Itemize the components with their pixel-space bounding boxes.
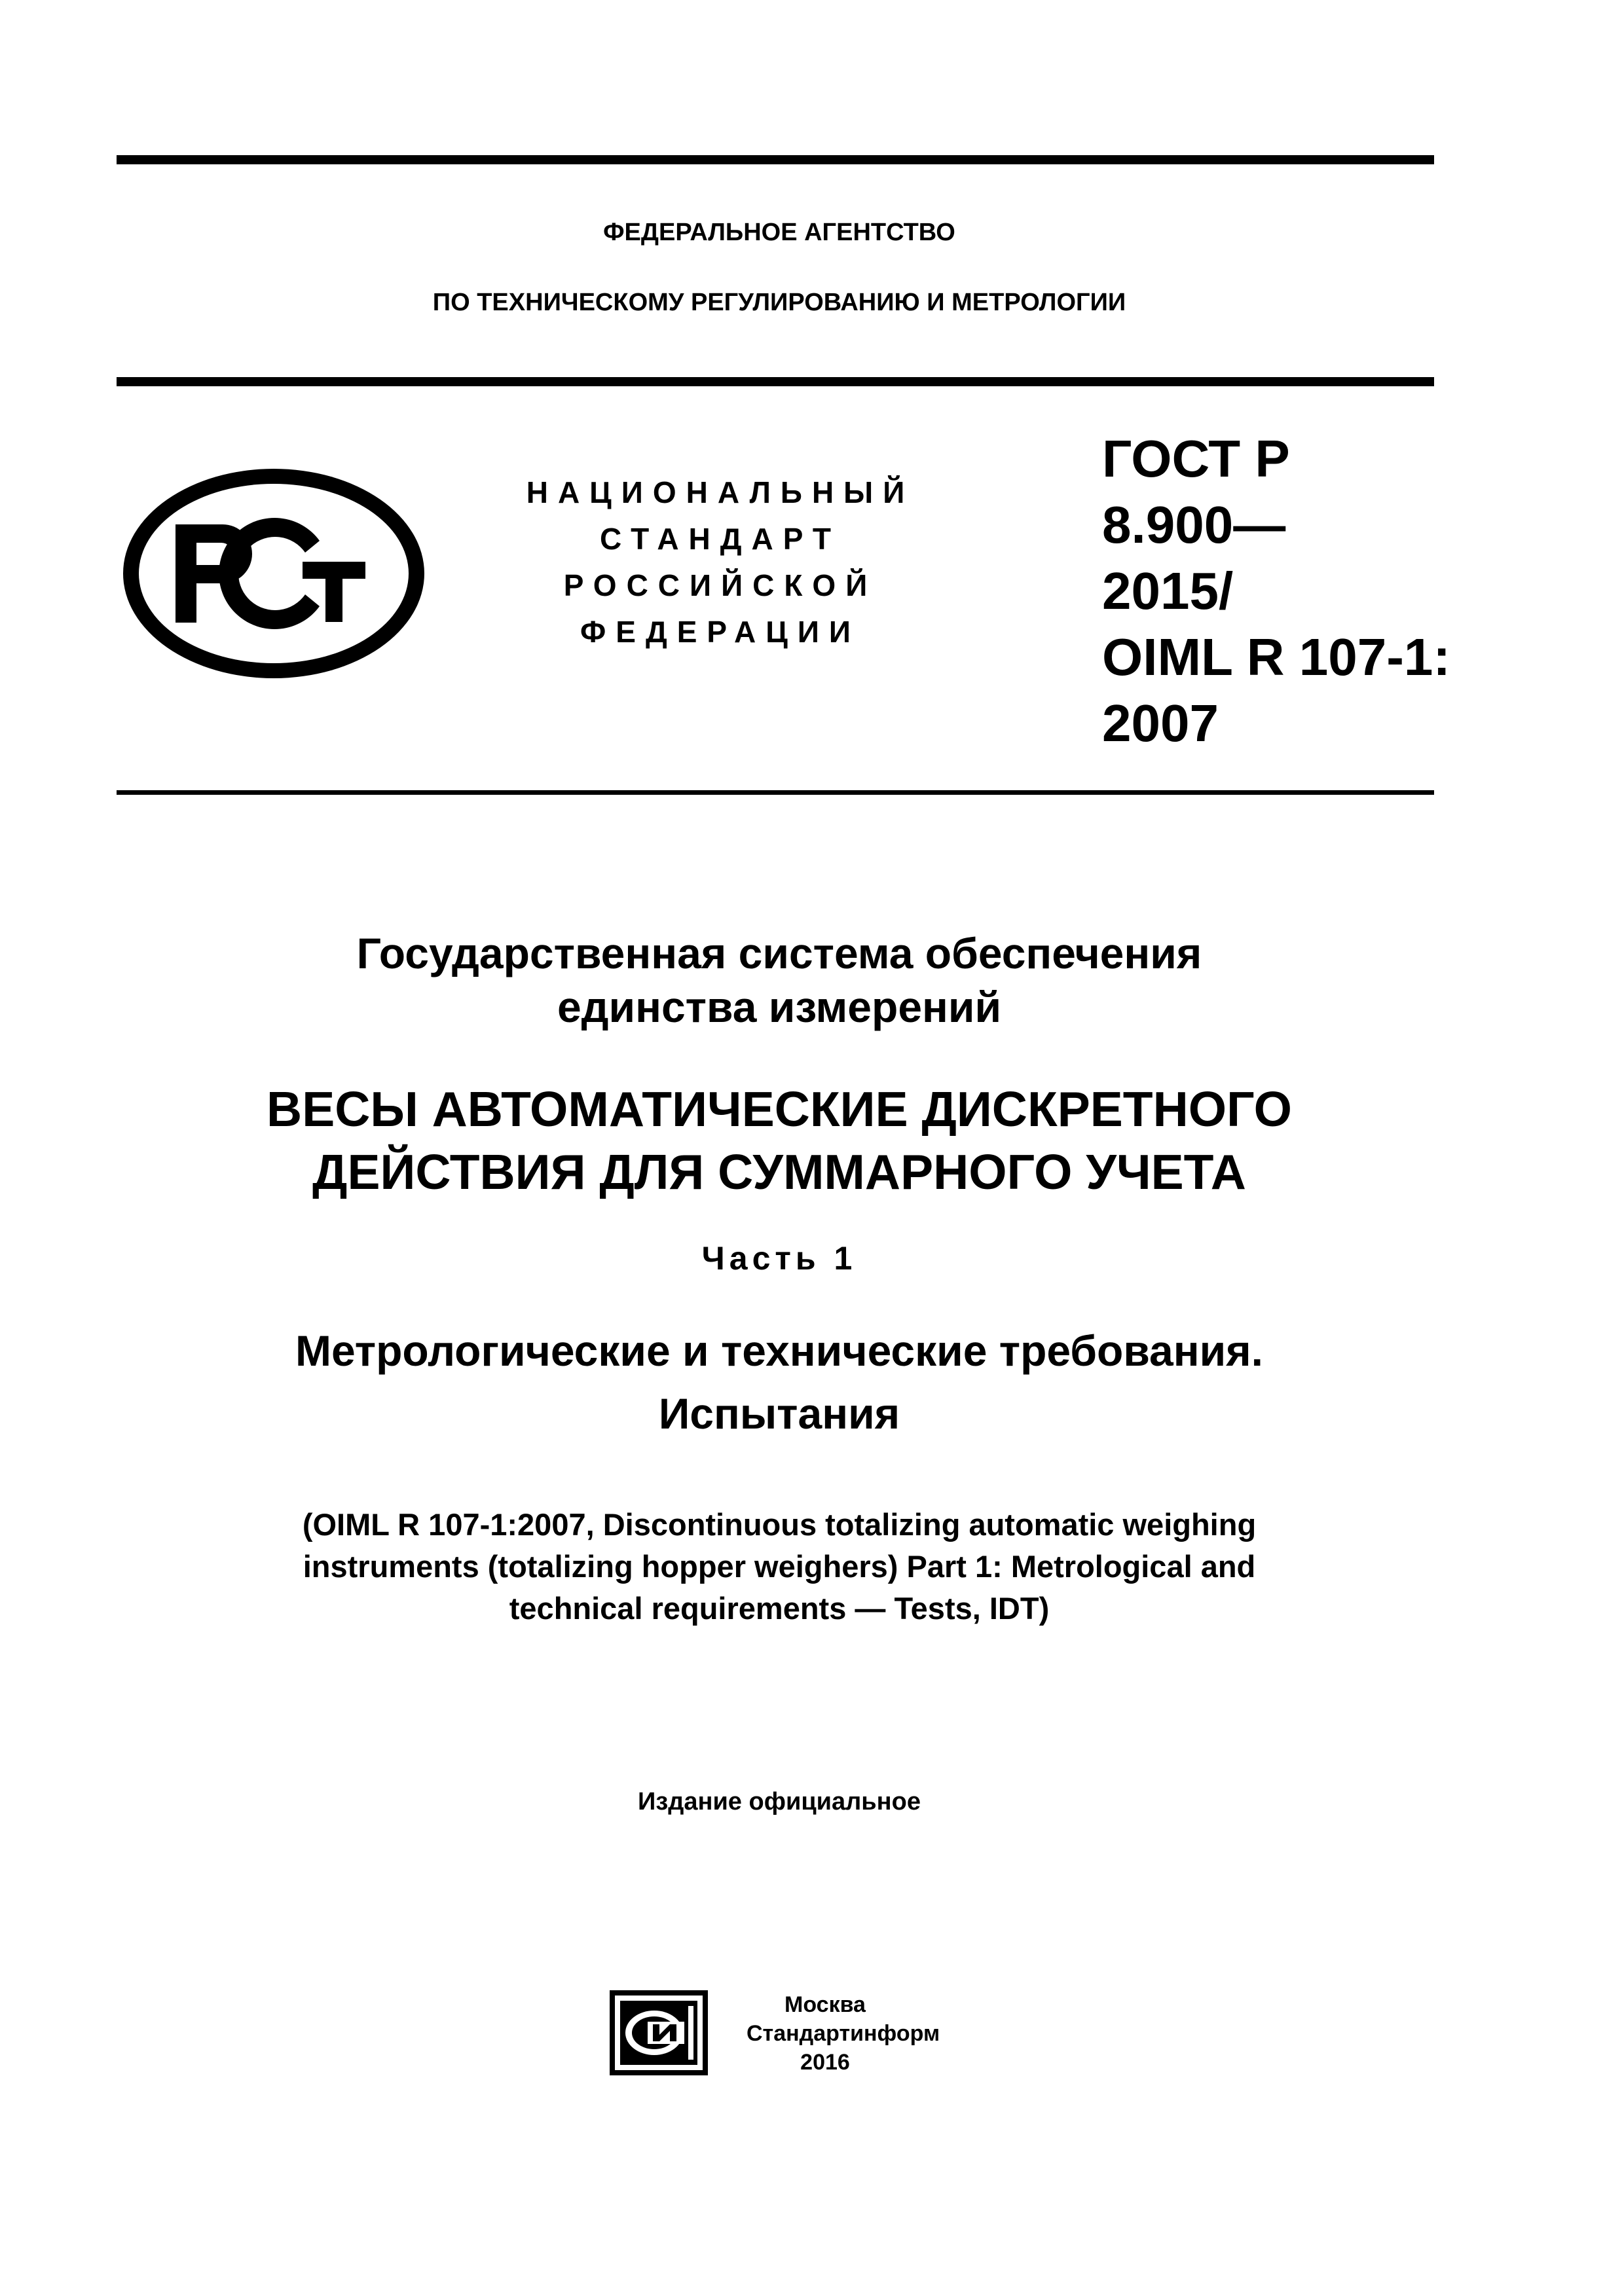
document-title-line-2: ДЕЙСТВИЯ ДЛЯ СУММАРНОГО УЧЕТА bbox=[312, 1144, 1246, 1199]
agency-line-2: ПО ТЕХНИЧЕСКОМУ РЕГУЛИРОВАНИЮ И МЕТРОЛОГИИ bbox=[432, 289, 1126, 316]
series-title-line-1: Государственная система обеспечения bbox=[356, 929, 1202, 977]
gost-line-4: OIML R 107-1: bbox=[1102, 628, 1450, 686]
publisher-info bbox=[747, 1990, 940, 2077]
gost-line-1: ГОСТ Р bbox=[1102, 429, 1290, 488]
top-rule bbox=[117, 155, 1434, 164]
publisher-city: Москва bbox=[784, 1992, 866, 2017]
national-line-1: НАЦИОНАЛЬНЫЙ bbox=[526, 475, 915, 509]
series-title bbox=[0, 926, 1559, 1034]
oiml-line-2: instruments (totalizing hopper weighers) Part 1: Metrological and bbox=[303, 1549, 1256, 1584]
subtitle-line-2: Испытания bbox=[658, 1389, 900, 1438]
oiml-line-1: (OIML R 107-1:2007, Discontinuous totalizing automatic weighing bbox=[302, 1507, 1257, 1542]
series-title-line-2: единства измерений bbox=[557, 983, 1002, 1031]
gost-number bbox=[1102, 426, 1560, 756]
document-title-line-1: ВЕСЫ АВТОМАТИЧЕСКИЕ ДИСКРЕТНОГО bbox=[267, 1082, 1292, 1137]
oiml-line-3: technical requirements — Tests, IDT) bbox=[509, 1591, 1050, 1626]
publisher-name: Стандартинформ bbox=[747, 2021, 940, 2046]
agency-line-1: ФЕДЕРАЛЬНОЕ АГЕНТСТВО bbox=[603, 219, 955, 246]
title-rule bbox=[117, 790, 1434, 795]
national-standard-label bbox=[498, 469, 943, 655]
standartinform-logo-icon bbox=[610, 1990, 708, 2075]
gost-line-5: 2007 bbox=[1102, 694, 1219, 752]
edition-label: Издание официальное bbox=[638, 1788, 921, 1815]
national-line-4: ФЕДЕРАЦИИ bbox=[580, 615, 860, 649]
subtitle bbox=[0, 1319, 1559, 1445]
publisher-year: 2016 bbox=[800, 2050, 850, 2075]
gost-line-3: 2015/ bbox=[1102, 562, 1234, 620]
national-line-2: СТАНДАРТ bbox=[600, 522, 841, 556]
part-label: Часть 1 bbox=[701, 1240, 857, 1277]
rst-logo-icon bbox=[117, 462, 431, 685]
header-rule bbox=[117, 377, 1434, 386]
gost-line-2: 8.900— bbox=[1102, 496, 1286, 554]
subtitle-line-1: Метрологические и технические требования. bbox=[295, 1326, 1264, 1375]
document-title bbox=[0, 1078, 1559, 1203]
oiml-reference bbox=[0, 1504, 1559, 1630]
national-line-3: РОССИЙСКОЙ bbox=[563, 568, 877, 602]
